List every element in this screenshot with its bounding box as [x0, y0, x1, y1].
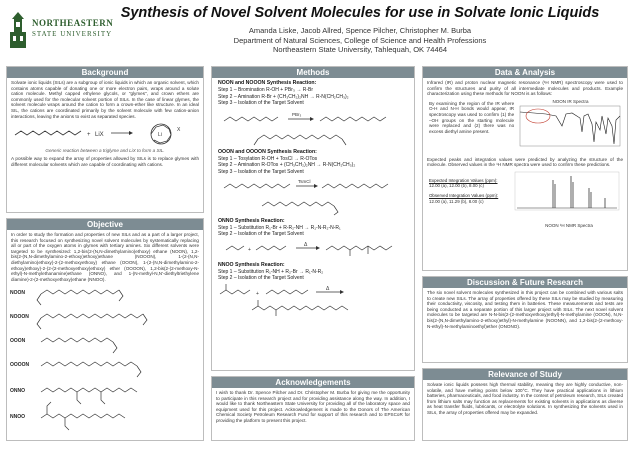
- poster-affiliation: [100, 36, 620, 54]
- acknowledgements-panel: [211, 376, 415, 441]
- svg-text:+: +: [87, 132, 91, 139]
- methods-section-4-step-2: Step 2 – Isolation of the Target Solvent: [218, 275, 304, 282]
- background-heading: Background: [7, 67, 203, 78]
- expected-values: 12.00 (a), 12.00 (b), 8.00 (c): [429, 183, 484, 189]
- reagent-pbr3-label: PBr₃: [292, 111, 302, 117]
- methods-section-1-step-3: Step 3 – Isolation of the Target Solvent: [218, 100, 304, 107]
- svg-text:+: +: [248, 246, 251, 253]
- onno-heat-label: Δ: [304, 241, 308, 248]
- data-analysis-paragraph-2: By examining the region of the IR where O-H and N-H bonds would appear, IR spectroscopy was used to confirm (1) the –OH groups on the starting molecule were replaced and (2) there was no excess diethyl amine present.: [429, 100, 515, 134]
- reagent-tscl-label: TsmCl: [298, 178, 311, 184]
- affiliation-line-1: Department of Natural Sciences, College of Science and Health Professions: [233, 36, 487, 45]
- nmr-spectrum-figure: [513, 170, 625, 228]
- target-solvent-structures: [7, 284, 203, 432]
- structure-onno: [10, 388, 137, 404]
- logo-subtitle: STATE UNIVERSITY: [32, 30, 113, 38]
- nmr-spectrum-plot: [513, 170, 623, 218]
- methods-section-3-heading: ONNO Synthesis Reaction:: [218, 217, 285, 224]
- relevance-text: Solvate ionic liquids possess high thermal stability, meaning they are highly conductive, non-volatile, and have melting points below 100°C. They have practical applications in lithium batteries, pharmaceuticals, and food industry. In the context of petroleum research, SILs created from lithium salts may function as replacements for existing solvents in applications as diverse as heat transfer fluids, lubricants, or electrolyte solutions. In synthesizing the solvents used in SILs, the array of properties offered may be expanded.: [427, 382, 623, 415]
- objective-heading: Objective: [7, 219, 203, 230]
- relevance-panel: [422, 368, 628, 441]
- discussion-heading: Discussion & Future Research: [423, 277, 627, 288]
- methods-section-3-step-2: Step 2 – Isolation of the Target Solvent: [218, 231, 304, 238]
- background-paragraph-1: Solvate ionic liquids (SILs) are a subgroup of ionic liquids in which an organic solvent, which contains atoms capable of donating one or more electron pairs, wraps around a solute cation molecule. Methyl capped ethylene glycols, or "glymes", and crown ethers are commonly used for the molecular solvent portion of SILs. In the case of linear glymes, the solvent molecule wraps around the cation to form a crown-ether like structure. In an ideal SIL, the cations are coordinated primarily by the solvent molecule with few cation-anion interactions, leaving the anions to exist as separated species.: [11, 80, 199, 119]
- methods-section-2-step-3: Step 3 – Isolation of the Target Solvent: [218, 168, 304, 175]
- affiliation-line-2: Northeastern State University, Tahlequah, OK 74464: [273, 45, 447, 54]
- reaction-cation-label: Li: [158, 132, 162, 139]
- ir-spectrum-figure: [516, 99, 625, 155]
- methods-section-4-step-1: Step 1 – Substitution R₁-NH + R₂-Br → R₁-N-R₂: [218, 268, 324, 275]
- background-paragraph-2: A possible way to expand the array of properties allowed by SILs is to replace glymes with different molecular solvents which are capable of coordinating with cations.: [11, 156, 199, 167]
- structure-label-onno: ONNO: [10, 388, 25, 395]
- ir-spectrum-plot: [516, 104, 624, 150]
- poster-header: [0, 0, 633, 66]
- objective-panel: [6, 218, 204, 441]
- discussion-text: The six novel solvent molecules synthesized in this project can be combined with various salts to create new SILs. The array of properties offered by these SILs may be studied by measuring their conductivity, viscosity, and testing them in batteries. These measurements and tests are being conducted as a separate portion of this larger project with SILs. The next novel solvent molecules to be targeted are N-N-bis(2-(2-methoxyethoxy)ethyl)-N-methylamine (OOON), N,N-bis(2-(N,N-dimethylamino-2-ethoxy)ethyl)-N-methylamine (NOONN), and 1,2-bis(2-(2-methoxy-N-ethyl)-N-methylaminoethyl)ether (ONONO).: [427, 290, 623, 329]
- methods-panel: [211, 66, 415, 371]
- nmr-spectrum-title: NOON ¹H NMR Spectra: [545, 222, 593, 228]
- methods-section-1-step-1: Step 1 – Bromination R-OH + PBr₃ → R-Br: [218, 87, 313, 93]
- methods-section-2-heading: OOON and OOOON Synthesis Reaction:: [218, 148, 317, 155]
- relevance-heading: Relevance of Study: [423, 369, 627, 380]
- ir-row: [423, 99, 627, 155]
- reaction-anion-label: X: [177, 127, 181, 134]
- objective-text: In order to study the formation and properties of new SILs and as a part of a larger project, this research focused on synthesizing novel solvent molecules by systematically replacing all or part of the oxygen atoms in glymes with tertiary amines. Six different solvents were targeted to be synthesized: 1,2-bis(2-(N,N-dimethylamino)ethoxy) ethane (NOON), 1,2-bis(2-(N,N-dimethylamino-2-ethoxy)ethoxy)ethane (NOOON), 1-(2-(N,N-diethylamino)ethoxy)-2-(2-methoxyethoxy) ethane (OOON), 1-(2-(N,N-dimethylamino-2-ethoxy)ethoxy)-2-(2-(2-methoxyethoxy)ethoxy) ether (OOOON), 1,2-bis(2-(2-methoxy-N-ethyl)-N-methylethanamine)ethane (ONNO), and 1-(N-methyl-N,N'-diethyltriethylene diamine)-2-(2-methoxyethoxy)ethane (NNOO).: [11, 232, 199, 282]
- methods-section-4-heading: NNOO Synthesis Reaction:: [218, 261, 285, 268]
- data-analysis-paragraph-3: Expected peaks and integration values were predicted by analyzing the structure of the molecule. Observed values in the ¹H NMR spectra were used to confirm these predictions.: [427, 156, 623, 168]
- observed-label: Observed Integration Values (ppm):: [429, 193, 499, 199]
- methods-section-3-step-1: Step 1 – Substitution R₁-Br + R-R₂-NH → R₁-N-R₂-N-R₁: [218, 224, 341, 231]
- structure-noon: [10, 290, 123, 305]
- university-logo: [6, 10, 114, 54]
- methods-section-1-step-2: Step 2 – Amination R-Br + (CH₃CH₂)₂NH → R-N(CH₂CH₃)₂: [218, 93, 349, 100]
- structure-ooon: [10, 338, 117, 353]
- background-panel: [6, 66, 204, 213]
- ooon-synthesis-scheme: [212, 176, 412, 216]
- poster-authors: Amanda Liske, Jacob Allred, Spence Pilcher, Christopher M. Burba: [248, 26, 472, 35]
- observed-values: 12.00 (a), 11.29 (b), 8.00 (c): [429, 198, 484, 204]
- data-analysis-paragraph-1: Infrared (IR) and proton nuclear magnetic resonance (¹H NMR) spectroscopy were used to confirm the structures and purity of all intermediate molecules and products. Example characterization using these methods for NOON is as follows:: [427, 80, 623, 97]
- poster-title: Synthesis of Novel Solvent Molecules for use in Solvate Ionic Liquids: [120, 5, 600, 21]
- structure-nooon: [10, 314, 147, 329]
- nnoo-heat-label: Δ: [326, 285, 330, 292]
- methods-section-2-step-2: Step 2 – Amination R-OTos + (CH₃CH₂)₂NH → R-N(CH₂CH₃)₂: [218, 162, 356, 169]
- data-analysis-panel: [422, 66, 628, 271]
- logo-name: NORTHEASTERN: [32, 18, 114, 28]
- structure-label-noon: NOON: [10, 290, 25, 297]
- onno-synthesis-scheme: [212, 238, 412, 260]
- glyme-reaction-diagram: [11, 121, 201, 147]
- acknowledgements-text: I wish to thank Dr. Spence Pilcher and Dr. Christopher M. Burba for giving me the opportunity to participate in this research project and for providing assistance along the way. In addition, I would like to thank Northeastern State University for providing all of the laboratory space and equipment used for this project. Acknowledgement is made to the Donors of The American Chemical Society Petroleum Research Fund for support of this research and to EPSCoR for providing the platform to present this project.: [216, 390, 410, 423]
- svg-text:+: +: [256, 290, 259, 297]
- structure-nnoo: [10, 402, 125, 430]
- structure-label-ooon: OOON: [10, 338, 26, 345]
- tower-icon: [6, 12, 30, 50]
- integration-values: [425, 170, 513, 228]
- ir-spectrum-title: NOON IR Spectra: [552, 98, 589, 104]
- structure-label-oooon: OOOON: [10, 362, 30, 369]
- methods-heading: Methods: [212, 67, 414, 78]
- methods-section-1-heading: NOON and NOOON Synthesis Reaction:: [218, 80, 317, 86]
- structure-oooon: [10, 362, 141, 377]
- reaction-reagent-label: LiX: [95, 132, 104, 139]
- acknowledgements-heading: Acknowledgements: [212, 377, 414, 388]
- nnoo-synthesis-scheme: [212, 282, 412, 318]
- background-caption: Generic reaction between a triglyme and LiX to form a SIL.: [45, 148, 165, 154]
- methods-section-2-step-1: Step 1 – Tosylation R-OH + TosCl → R-OTos: [218, 155, 318, 162]
- nmr-row: [423, 170, 627, 228]
- discussion-panel: [422, 276, 628, 363]
- expected-label: Expected Integration Values (ppm):: [429, 177, 498, 183]
- structure-label-nooon: NOOON: [10, 314, 29, 321]
- structure-label-nnoo: NNOO: [10, 414, 25, 421]
- data-analysis-heading: Data & Analysis: [423, 67, 627, 78]
- noon-synthesis-scheme: [212, 107, 412, 147]
